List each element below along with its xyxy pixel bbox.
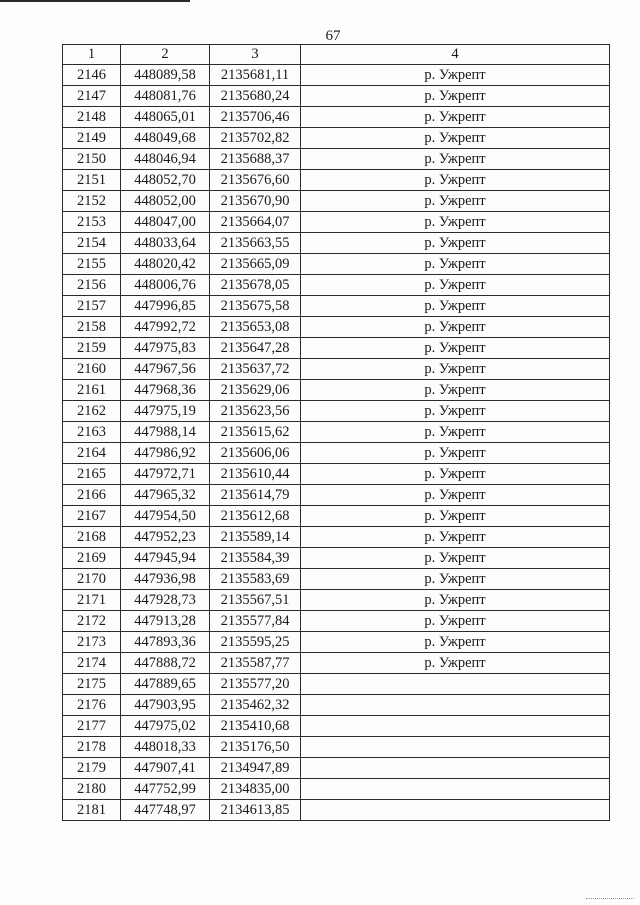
description-cell: р. Ужрепт	[301, 443, 610, 464]
description-cell: р. Ужрепт	[301, 86, 610, 107]
y-coordinate-cell: 2135612,68	[210, 506, 301, 527]
y-coordinate-cell: 2135587,77	[210, 653, 301, 674]
x-coordinate-cell: 447975,19	[121, 401, 210, 422]
y-coordinate-cell: 2135664,07	[210, 212, 301, 233]
description-cell: р. Ужрепт	[301, 506, 610, 527]
point-number-cell: 2163	[63, 422, 121, 443]
table-row	[63, 485, 610, 506]
x-coordinate-cell: 447965,32	[121, 485, 210, 506]
y-coordinate-cell: 2135577,20	[210, 674, 301, 695]
description-cell	[301, 800, 610, 821]
y-coordinate-cell: 2135678,05	[210, 275, 301, 296]
description-cell: р. Ужрепт	[301, 359, 610, 380]
coordinates-table	[62, 44, 610, 821]
description-cell: р. Ужрепт	[301, 65, 610, 86]
y-coordinate-cell: 2135675,58	[210, 296, 301, 317]
x-coordinate-cell: 447907,41	[121, 758, 210, 779]
x-coordinate-cell: 447888,72	[121, 653, 210, 674]
point-number-cell: 2174	[63, 653, 121, 674]
table-row	[63, 611, 610, 632]
x-coordinate-cell: 447975,02	[121, 716, 210, 737]
table-row	[63, 632, 610, 653]
description-cell: р. Ужрепт	[301, 170, 610, 191]
x-coordinate-cell: 448049,68	[121, 128, 210, 149]
x-coordinate-cell: 447975,83	[121, 338, 210, 359]
point-number-cell: 2150	[63, 149, 121, 170]
table-row	[63, 212, 610, 233]
description-cell: р. Ужрепт	[301, 590, 610, 611]
y-coordinate-cell: 2135606,06	[210, 443, 301, 464]
table-row	[63, 422, 610, 443]
y-coordinate-cell: 2135176,50	[210, 737, 301, 758]
description-cell: р. Ужрепт	[301, 464, 610, 485]
table-row	[63, 170, 610, 191]
table-row	[63, 338, 610, 359]
x-coordinate-cell: 448046,94	[121, 149, 210, 170]
description-cell: р. Ужрепт	[301, 569, 610, 590]
description-cell	[301, 758, 610, 779]
description-cell: р. Ужрепт	[301, 611, 610, 632]
point-number-cell: 2146	[63, 65, 121, 86]
y-coordinate-cell: 2135706,46	[210, 107, 301, 128]
point-number-cell: 2181	[63, 800, 121, 821]
y-coordinate-cell: 2135567,51	[210, 590, 301, 611]
table-row	[63, 548, 610, 569]
description-cell: р. Ужрепт	[301, 632, 610, 653]
y-coordinate-cell: 2134947,89	[210, 758, 301, 779]
description-cell: р. Ужрепт	[301, 128, 610, 149]
description-cell: р. Ужрепт	[301, 380, 610, 401]
x-coordinate-cell: 447893,36	[121, 632, 210, 653]
point-number-cell: 2155	[63, 254, 121, 275]
y-coordinate-cell: 2135688,37	[210, 149, 301, 170]
x-coordinate-cell: 448052,70	[121, 170, 210, 191]
column-header-1: 1	[63, 45, 121, 65]
table-row	[63, 359, 610, 380]
point-number-cell: 2164	[63, 443, 121, 464]
x-coordinate-cell: 447748,97	[121, 800, 210, 821]
x-coordinate-cell: 447954,50	[121, 506, 210, 527]
y-coordinate-cell: 2135615,62	[210, 422, 301, 443]
description-cell: р. Ужрепт	[301, 338, 610, 359]
x-coordinate-cell: 447996,85	[121, 296, 210, 317]
y-coordinate-cell: 2135653,08	[210, 317, 301, 338]
table-row	[63, 695, 610, 716]
point-number-cell: 2151	[63, 170, 121, 191]
table-row	[63, 254, 610, 275]
table-row	[63, 401, 610, 422]
table-row	[63, 86, 610, 107]
y-coordinate-cell: 2134835,00	[210, 779, 301, 800]
page-number: 67	[325, 28, 341, 44]
x-coordinate-cell: 448020,42	[121, 254, 210, 275]
x-coordinate-cell: 448052,00	[121, 191, 210, 212]
description-cell: р. Ужрепт	[301, 275, 610, 296]
y-coordinate-cell: 2135670,90	[210, 191, 301, 212]
point-number-cell: 2156	[63, 275, 121, 296]
x-coordinate-cell: 447913,28	[121, 611, 210, 632]
description-cell: р. Ужрепт	[301, 485, 610, 506]
description-cell: р. Ужрепт	[301, 422, 610, 443]
top-rule	[0, 0, 190, 2]
description-cell: р. Ужрепт	[301, 317, 610, 338]
description-cell: р. Ужрепт	[301, 149, 610, 170]
point-number-cell: 2167	[63, 506, 121, 527]
point-number-cell: 2179	[63, 758, 121, 779]
x-coordinate-cell: 448065,01	[121, 107, 210, 128]
column-header-2: 2	[121, 45, 210, 65]
y-coordinate-cell: 2135410,68	[210, 716, 301, 737]
table-row	[63, 758, 610, 779]
table-row	[63, 737, 610, 758]
table-row	[63, 527, 610, 548]
point-number-cell: 2149	[63, 128, 121, 149]
point-number-cell: 2175	[63, 674, 121, 695]
y-coordinate-cell: 2135637,72	[210, 359, 301, 380]
x-coordinate-cell: 447992,72	[121, 317, 210, 338]
table-row	[63, 380, 610, 401]
y-coordinate-cell: 2134613,85	[210, 800, 301, 821]
description-cell: р. Ужрепт	[301, 401, 610, 422]
table-row	[63, 296, 610, 317]
x-coordinate-cell: 448089,58	[121, 65, 210, 86]
table-row	[63, 569, 610, 590]
table-row	[63, 506, 610, 527]
x-coordinate-cell: 448018,33	[121, 737, 210, 758]
table-row	[63, 590, 610, 611]
point-number-cell: 2169	[63, 548, 121, 569]
y-coordinate-cell: 2135702,82	[210, 128, 301, 149]
y-coordinate-cell: 2135577,84	[210, 611, 301, 632]
point-number-cell: 2157	[63, 296, 121, 317]
point-number-cell: 2173	[63, 632, 121, 653]
y-coordinate-cell: 2135676,60	[210, 170, 301, 191]
x-coordinate-cell: 447945,94	[121, 548, 210, 569]
x-coordinate-cell: 447952,23	[121, 527, 210, 548]
point-number-cell: 2148	[63, 107, 121, 128]
x-coordinate-cell: 448081,76	[121, 86, 210, 107]
y-coordinate-cell: 2135665,09	[210, 254, 301, 275]
description-cell: р. Ужрепт	[301, 233, 610, 254]
y-coordinate-cell: 2135583,69	[210, 569, 301, 590]
x-coordinate-cell: 447936,98	[121, 569, 210, 590]
point-number-cell: 2162	[63, 401, 121, 422]
point-number-cell: 2154	[63, 233, 121, 254]
table-row	[63, 779, 610, 800]
y-coordinate-cell: 2135647,28	[210, 338, 301, 359]
table-row	[63, 443, 610, 464]
point-number-cell: 2171	[63, 590, 121, 611]
description-cell: р. Ужрепт	[301, 254, 610, 275]
table-row	[63, 107, 610, 128]
table-row	[63, 464, 610, 485]
point-number-cell: 2161	[63, 380, 121, 401]
y-coordinate-cell: 2135623,56	[210, 401, 301, 422]
description-cell: р. Ужрепт	[301, 212, 610, 233]
point-number-cell: 2152	[63, 191, 121, 212]
x-coordinate-cell: 447752,99	[121, 779, 210, 800]
description-cell	[301, 716, 610, 737]
x-coordinate-cell: 447928,73	[121, 590, 210, 611]
corner-mark	[586, 898, 634, 901]
y-coordinate-cell: 2135584,39	[210, 548, 301, 569]
point-number-cell: 2172	[63, 611, 121, 632]
point-number-cell: 2180	[63, 779, 121, 800]
table-row	[63, 674, 610, 695]
x-coordinate-cell: 447967,56	[121, 359, 210, 380]
point-number-cell: 2177	[63, 716, 121, 737]
table-row	[63, 716, 610, 737]
description-cell: р. Ужрепт	[301, 296, 610, 317]
description-cell: р. Ужрепт	[301, 653, 610, 674]
x-coordinate-cell: 448047,00	[121, 212, 210, 233]
table-row	[63, 800, 610, 821]
x-coordinate-cell: 448006,76	[121, 275, 210, 296]
point-number-cell: 2158	[63, 317, 121, 338]
y-coordinate-cell: 2135663,55	[210, 233, 301, 254]
y-coordinate-cell: 2135610,44	[210, 464, 301, 485]
table-row	[63, 653, 610, 674]
table-row	[63, 65, 610, 86]
description-cell: р. Ужрепт	[301, 548, 610, 569]
x-coordinate-cell: 447972,71	[121, 464, 210, 485]
x-coordinate-cell: 447988,14	[121, 422, 210, 443]
point-number-cell: 2160	[63, 359, 121, 380]
column-header-3: 3	[210, 45, 301, 65]
header-row	[63, 45, 610, 65]
description-cell: р. Ужрепт	[301, 191, 610, 212]
point-number-cell: 2178	[63, 737, 121, 758]
y-coordinate-cell: 2135681,11	[210, 65, 301, 86]
description-cell	[301, 737, 610, 758]
description-cell: р. Ужрепт	[301, 107, 610, 128]
table-row	[63, 191, 610, 212]
point-number-cell: 2159	[63, 338, 121, 359]
y-coordinate-cell: 2135589,14	[210, 527, 301, 548]
description-cell	[301, 779, 610, 800]
y-coordinate-cell: 2135680,24	[210, 86, 301, 107]
point-number-cell: 2176	[63, 695, 121, 716]
point-number-cell: 2166	[63, 485, 121, 506]
table-row	[63, 317, 610, 338]
table-row	[63, 275, 610, 296]
table-row	[63, 233, 610, 254]
point-number-cell: 2153	[63, 212, 121, 233]
x-coordinate-cell: 447889,65	[121, 674, 210, 695]
point-number-cell: 2170	[63, 569, 121, 590]
description-cell	[301, 695, 610, 716]
x-coordinate-cell: 447986,92	[121, 443, 210, 464]
y-coordinate-cell: 2135614,79	[210, 485, 301, 506]
x-coordinate-cell: 448033,64	[121, 233, 210, 254]
table-header	[63, 45, 610, 65]
table-row	[63, 128, 610, 149]
x-coordinate-cell: 447968,36	[121, 380, 210, 401]
point-number-cell: 2168	[63, 527, 121, 548]
description-cell: р. Ужрепт	[301, 527, 610, 548]
description-cell	[301, 674, 610, 695]
table-row	[63, 149, 610, 170]
point-number-cell: 2147	[63, 86, 121, 107]
y-coordinate-cell: 2135595,25	[210, 632, 301, 653]
y-coordinate-cell: 2135629,06	[210, 380, 301, 401]
column-header-4: 4	[301, 45, 610, 65]
table-body	[63, 65, 610, 821]
y-coordinate-cell: 2135462,32	[210, 695, 301, 716]
point-number-cell: 2165	[63, 464, 121, 485]
x-coordinate-cell: 447903,95	[121, 695, 210, 716]
